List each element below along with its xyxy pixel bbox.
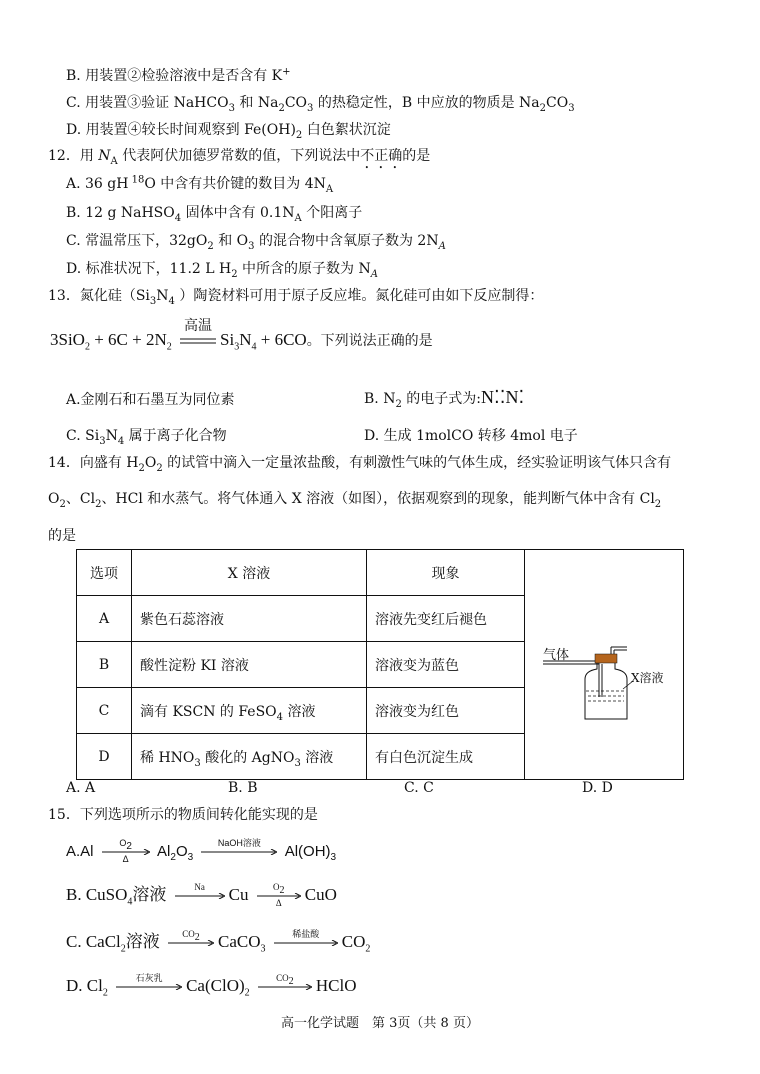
q13-stem-c: ）陶瓷材料可用于原子反应堆。氮化硅可由如下反应制得： [174, 288, 544, 304]
q15-c-arrow1-top: CO [182, 929, 195, 940]
q14-answer-c: C. C [404, 780, 434, 796]
q15-b-arrow1-top: Na [194, 882, 205, 893]
row-solution-a: 滴有 KSCN 的 FeSO [140, 703, 277, 720]
q13-stem-a: 13．氮化硅（Si [48, 288, 150, 304]
q11-c-text5: CO [546, 95, 569, 111]
q15-d-arrow1-top: 石灰乳 [135, 973, 163, 984]
q13-eq-right-a: Si [220, 330, 235, 349]
row-solution-b: 酸化的 AgNO [200, 749, 295, 766]
row-observation: 溶液变为红色 [367, 688, 525, 734]
apparatus-figure-cell [525, 550, 684, 780]
q12-b-text2: 固体中含有 0.1N [181, 205, 295, 221]
q15-c-4: CO [341, 932, 366, 951]
q13-eq-right-c: + 6CO [256, 330, 307, 349]
arrow-icon: $CO_2$ [168, 940, 214, 946]
q12-c-text1: C. 常温常压下，32gO [66, 233, 208, 249]
q15-stem: 15．下列选项所示的物质间转化能实现的是 [48, 807, 318, 823]
arrow-icon [175, 882, 225, 899]
q13-option-a: A.金刚石和石墨互为同位素 [66, 392, 235, 408]
q14-stem-line3: 的是 [48, 528, 76, 544]
q11-d-text1: D. 用装置④较长时间观察到 Fe(OH) [66, 122, 296, 138]
table-header-row [77, 550, 684, 596]
q13-option-b: B. $N_2$ 的电子式为:N⁚⁚N⁚ [364, 387, 525, 410]
q13-eq-mid: + 6C + 2N [89, 330, 167, 349]
q13-b-electron-formula: N⁚⁚N⁚ [481, 387, 525, 407]
q12-a-text1: A. 36 gH [66, 176, 129, 192]
q15-a-3: O [175, 843, 188, 860]
q12-a-sup: 18 [131, 174, 145, 186]
header-observation: 现象 [367, 550, 525, 596]
q12-option-c: C. 常温常压下，$32gO_2$ 和 $O_3$ 的混合物中含氧原子数为 $2N_A$ [66, 233, 446, 252]
q13-c-text1: C. Si [66, 428, 100, 444]
q12-c-text2: 和 O [213, 233, 249, 249]
q14-answer-a: A. A [66, 780, 96, 796]
q13-c-text3: 属于离子化合物 [124, 428, 227, 444]
q11-option-d: D. 用装置④较长时间观察到 $Fe(OH)_2$ 白色絮状沉淀 [66, 122, 391, 141]
q15-option-c: C. CaCl$_2$溶液 $CO_2$ CaCO$_3$ 稀盐酸 $CO_2$ [66, 929, 371, 955]
q12-stem [48, 146, 430, 172]
q13-c-text2: N [105, 428, 118, 444]
q11-option-b-sup: + [282, 66, 291, 78]
page-footer: 高一化学试题 第 3页（共 8 页） [281, 1016, 479, 1031]
q15-a-1: A.Al [66, 843, 94, 860]
row-solution: 紫色石蕊溶液 [132, 596, 367, 642]
q13-stem-b: N [156, 288, 169, 304]
q11-c-text3: CO [284, 95, 308, 111]
arrow-icon: $O_2$ Δ [102, 849, 150, 855]
q14-answer-b: B. B [228, 780, 258, 796]
q12-d-text1: D. 标准状况下，11.2 L H [66, 261, 232, 277]
q15-b-arrow2-top: O [273, 882, 280, 893]
q15-option-d: D. $Cl_2$ 石灰乳 $Ca(ClO)_2$ $CO_2$ HClO [66, 973, 357, 999]
q13-option-c: C. $Si_3N_4$ 属于离子化合物 [66, 428, 227, 447]
header-option: 选项 [77, 550, 132, 596]
q11-option-b [66, 66, 291, 86]
arrow-icon [201, 838, 277, 855]
row-solution-a: 稀 HNO [140, 749, 195, 766]
q13-stem: 13．氮化硅（$Si_3N_4$ ）陶瓷材料可用于原子反应堆。氮化硅可由如下反应制得： [48, 288, 544, 307]
q11-d-text2: 白色絮状沉淀 [302, 122, 391, 138]
row-option: B [77, 642, 132, 688]
q11-option-c: C. 用装置③验证 NaHCO$_3$ 和 $Na_2CO_3$ 的热稳定性，B 中应放的物质是 $Na_2CO_3$ [66, 95, 575, 114]
q14-stem1-b: O [144, 455, 157, 471]
q13-b-text2: 的电子式为: [401, 391, 481, 407]
q12-a-text2: O 中含有共价键的数目为 4N [144, 176, 326, 192]
q15-d-2: Ca(ClO) [186, 976, 245, 995]
q14-stem1-c: 的试管中滴入一定量浓盐酸，有刺激性气味的气体生成，经实验证明该气体只含有 [162, 455, 672, 471]
q12-option-a: A. 36 gH $^{18}$O 中含有共价键的数目为 $4N_A$ [66, 174, 334, 195]
q15-c-1: C. CaCl [66, 932, 121, 951]
q15-c-2: 溶液 [125, 932, 160, 951]
arrow-icon: $CO_2$ [258, 984, 312, 990]
q15-c-3: CaCO [218, 932, 261, 951]
q12-stem-sub: A [110, 155, 118, 167]
q12-option-b: B. 12 g NaHSO$_4$ 固体中含有 $0.1N_A$ 个阳离子 [66, 205, 363, 224]
q13-eq-condition: 高温 [184, 319, 213, 335]
q13-reaction-equals [180, 319, 216, 344]
q14-stem-line1: 14．向盛有 $H_2O_2$ 的试管中滴入一定量浓盐酸，有刺激性气味的气体生成，经实验证明该气体只含有 [48, 455, 672, 474]
q13-b-text1: B. N [364, 391, 396, 407]
row-solution-b: 溶液 [283, 703, 316, 720]
q15-d-3: HClO [315, 976, 357, 995]
row-solution-c: 溶液 [300, 749, 334, 766]
q15-c-arrow2-top: 稀盐酸 [292, 929, 320, 940]
q11-c-text2: 和 Na [234, 95, 279, 111]
q13-eq-tail: 。下列说法正确的是 [306, 334, 433, 349]
q14-answer-d: D. D [582, 780, 613, 796]
q13-eq-right-b: N [239, 330, 252, 349]
row-solution: 酸性淀粉 KI 溶液 [132, 642, 367, 688]
q13-equation: $3SiO_2 + 6C + 2N_2$ 高温 $Si_3N_4 + 6CO$。下列说法正确的是 [50, 319, 433, 353]
row-observation: 溶液变为蓝色 [367, 642, 525, 688]
q14-stem1-a: 14．向盛有 H [48, 455, 139, 471]
q14-stem2-c: 、HCl 和水蒸气。将气体通入 X 溶液（如图），依据观察到的现象，能判断气体中含有 Cl [101, 491, 655, 507]
arrow-icon [274, 929, 338, 946]
q13-option-d: D. 生成 1molCO 转移 4mol 电子 [364, 428, 578, 444]
q14-stem2-b: 、Cl [65, 491, 96, 507]
q14-table [76, 549, 684, 780]
q11-option-b-text: B. 用装置②检验溶液中是否含有 K [66, 68, 283, 84]
q15-d-arrow2-top: CO [276, 973, 289, 984]
q15-a-4: Al(OH) [284, 843, 331, 860]
gas-wash-bottle-icon [525, 551, 683, 779]
q12-stem-b: 代表阿伏加德罗常数的值，下列说法中 [117, 148, 361, 164]
arrow-icon: $O_2$ Δ [257, 893, 301, 899]
q12-c-text3: 的混合物中含氧原子数为 2N [254, 233, 439, 249]
row-option: A [77, 596, 132, 642]
q15-a-arrow1-top: O [119, 838, 127, 849]
arrow-icon [116, 973, 182, 990]
q12-stem-emphasis: 不正确 [360, 148, 403, 164]
q12-b-text3: 个阳离子 [301, 205, 363, 221]
q15-b-3: Cu [228, 885, 249, 904]
q15-d-1: D. Cl [66, 976, 103, 995]
header-solution: X 溶液 [132, 550, 367, 596]
q13-eq-left: 3SiO [50, 330, 85, 349]
row-solution: 稀 $HNO_3$ 酸化的 AgNO$_3$ 溶液 [132, 734, 367, 780]
q11-c-text1: C. 用装置③验证 NaHCO [66, 95, 229, 111]
q12-b-text1: B. 12 g NaHSO [66, 205, 175, 221]
figure-solution-label: X溶液 [631, 670, 664, 685]
q12-option-d: D. 标准状况下，11.2 L $H_2$ 中所含的原子数为 $N_A$ [66, 261, 378, 280]
row-observation: 溶液先变红后褪色 [367, 596, 525, 642]
row-option: D [77, 734, 132, 780]
row-solution: 滴有 KSCN 的 FeSO$_4$ 溶液 [132, 688, 367, 734]
q14-stem2-a: O [48, 491, 60, 507]
q11-c-text4: 的热稳定性，B 中应放的物质是 Na [313, 95, 540, 111]
figure-gas-label: 气体 [543, 647, 570, 663]
q12-d-text2: 中所含的原子数为 N [237, 261, 371, 277]
q12-stem-n: N [98, 148, 111, 164]
row-observation: 有白色沉淀生成 [367, 734, 525, 780]
q15-b-arrow2-bot: Δ [275, 898, 282, 909]
q14-stem-line2: $O_2$、$Cl_2$、HCl 和水蒸气。将气体通入 X 溶液（如图），依据观察到的现象，能判断气体中含有 $Cl_2$ [48, 491, 662, 510]
q12-stem-c: 的是 [402, 148, 431, 164]
q15-option-a: A.Al $O_2$ Δ $Al_2O_3$ NaOH溶液 $Al(OH)_3$ [66, 838, 337, 865]
q15-a-2: Al [157, 843, 171, 860]
q15-option-b: B. CuSO$_4$溶液 Na Cu $O_2$ Δ CuO [66, 882, 337, 909]
q15-a-arrow1-bot: Δ [122, 854, 129, 865]
q15-a-arrow2-top: NaOH溶液 [217, 838, 261, 849]
q15-b-4: CuO [304, 885, 337, 904]
q15-b-2: 溶液 [132, 885, 167, 904]
row-option: C [77, 688, 132, 734]
q12-stem-a: 12．用 [48, 148, 99, 164]
q15-b-1: B. CuSO [66, 885, 128, 904]
